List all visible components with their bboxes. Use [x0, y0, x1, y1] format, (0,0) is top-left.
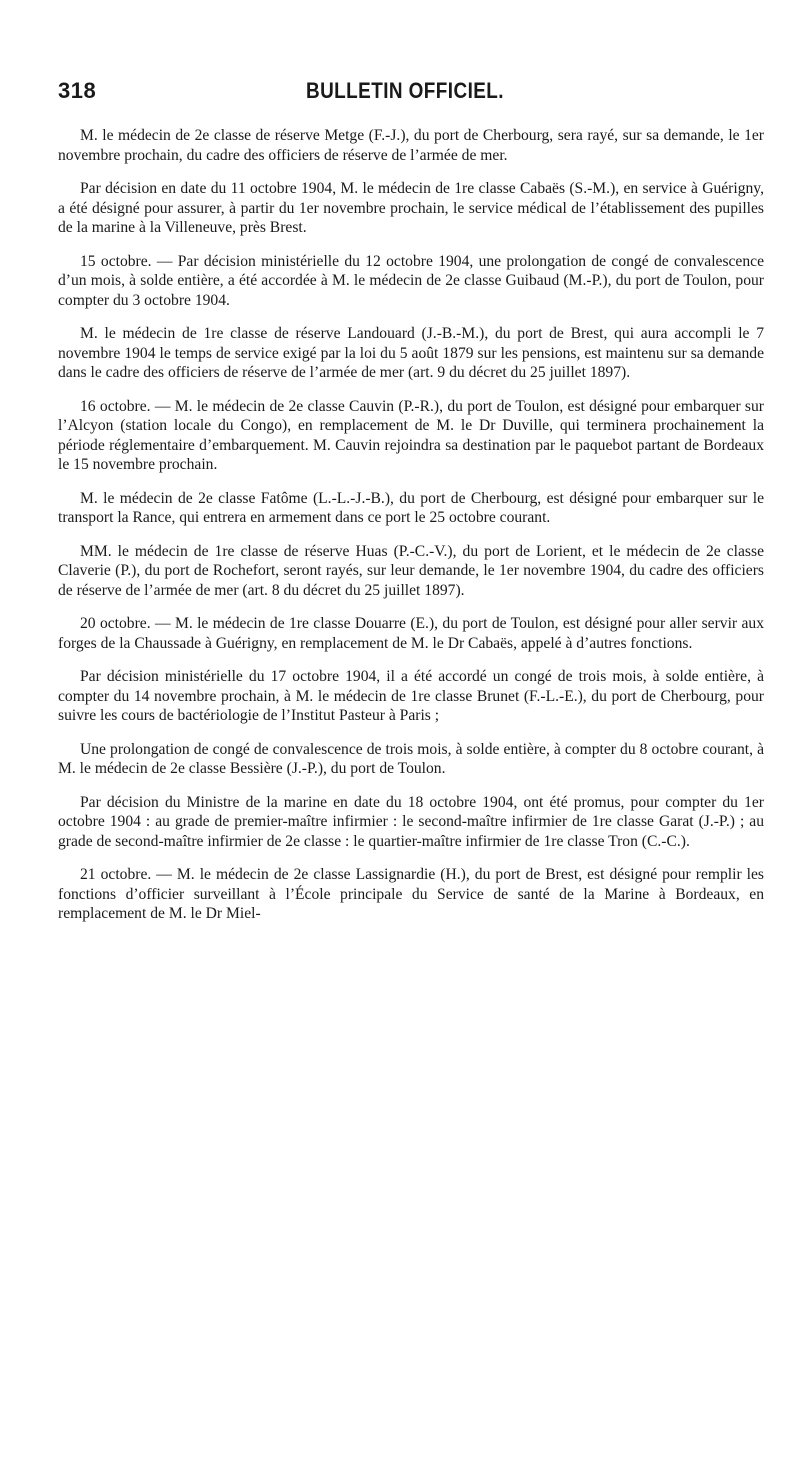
paragraph-huas-claverie: MM. le médecin de 1re classe de réserve Huas (P.-C.-V.), du port de Lorient, et le médecin de 2e classe Claverie (P.), du port de Rochefort, seront rayés, sur leur demande, le 1er novembre 1904, du cadre des officiers de réserve de l’armée de mer (art. 8 du décret du 25 juillet 1897). — [58, 542, 764, 599]
paragraph-guibaud: 15 octobre. — Par décision ministérielle du 12 octobre 1904, une prolongation de congé de convalescence d’un mois, à solde entière, a été accordée à M. le médecin de 2e classe Guibaud (M.-P.), du port de Toulon, pour compter du 3 octobre 1904. — [58, 252, 764, 309]
body-text — [58, 126, 764, 924]
document-page — [58, 78, 764, 938]
paragraph-fatome: M. le médecin de 2e classe Fatôme (L.-L.-J.-B.), du port de Cherbourg, est désigné pour embarquer sur le transport la Rance, qui entrera en armement dans ce port le 25 octobre courant. — [58, 489, 764, 526]
paragraph-douarre: 20 octobre. — M. le médecin de 1re classe Douarre (E.), du port de Toulon, est désigné pour aller servir aux forges de la Chaussade à Guérigny, en remplacement de M. le Dr Cabaës, appelé à d’autres fonctions. — [58, 615, 764, 652]
paragraph-landouard: M. le médecin de 1re classe de réserve Landouard (J.-B.-M.), du port de Brest, qui aura accompli le 7 novembre 1904 le temps de service exigé par la loi du 5 août 1879 sur les pensions, est maintenu sur sa demande dans le cadre des officiers de réserve de l’armée de mer (art. 9 du décret du 25 juillet 1897). — [58, 325, 764, 381]
paragraph-promotions: Par décision du Ministre de la marine en date du 18 octobre 1904, ont été promus, pour compter du 1er octobre 1904 : au grade de premier-maître infirmier : le second-maître infirmier de 1re classe Garat (J.-P.) ; au grade de second-maître infirmier de 2e classe : le quartier-maître infirmier de 1re classe Tron (C.-C.). — [58, 793, 764, 850]
page-header — [58, 78, 764, 114]
paragraph-lassignardie: 21 octobre. — M. le médecin de 2e classe Lassignardie (H.), du port de Brest, est désigné pour remplir les fonctions d’officier surveillant à l’École principale du Service de santé de la Marine à Bordeaux, en remplacement de M. le Dr Miel- — [58, 866, 764, 922]
page-number: 318 — [58, 78, 97, 103]
paragraph-cabaes: Par décision en date du 11 octobre 1904, M. le médecin de 1re classe Cabaës (S.-M.), en service à Guérigny, a été désigné pour assurer, à partir du 1er novembre prochain, le service médical de l’établissement des pupilles de la marine à la Villeneuve, près Brest. — [58, 180, 764, 236]
paragraph-metge: M. le médecin de 2e classe de réserve Metge (F.-J.), du port de Cherbourg, sera rayé, sur sa demande, le 1er novembre prochain, du cadre des officiers de réserve de l’armée de mer. — [58, 127, 764, 164]
paragraph-brunet: Par décision ministérielle du 17 octobre 1904, il a été accordé un congé de trois mois, à solde entière, à compter du 14 novembre prochain, à M. le médecin de 1re classe Brunet (F.-L.-E.), du port de Cherbourg, pour suivre les cours de bactériologie de l’Institut Pasteur à Paris ; — [58, 668, 764, 724]
running-title: BULLETIN OFFICIEL. — [306, 78, 504, 103]
paragraph-bessiere: Une prolongation de congé de convalescence de trois mois, à solde entière, à compter du 8 octobre courant, à M. le médecin de 2e classe Bessière (J.-P.), du port de Toulon. — [58, 740, 764, 777]
paragraph-cauvin: 16 octobre. — M. le médecin de 2e classe Cauvin (P.-R.), du port de Toulon, est désigné pour embarquer sur l’Alcyon (station locale du Congo), en remplacement de M. le Dr Duville, qui terminera prochainement la période réglementaire d’embarquement. M. Cauvin rejoindra sa destination par le paquebot partant de Bordeaux le 15 novembre prochain. — [58, 397, 764, 473]
